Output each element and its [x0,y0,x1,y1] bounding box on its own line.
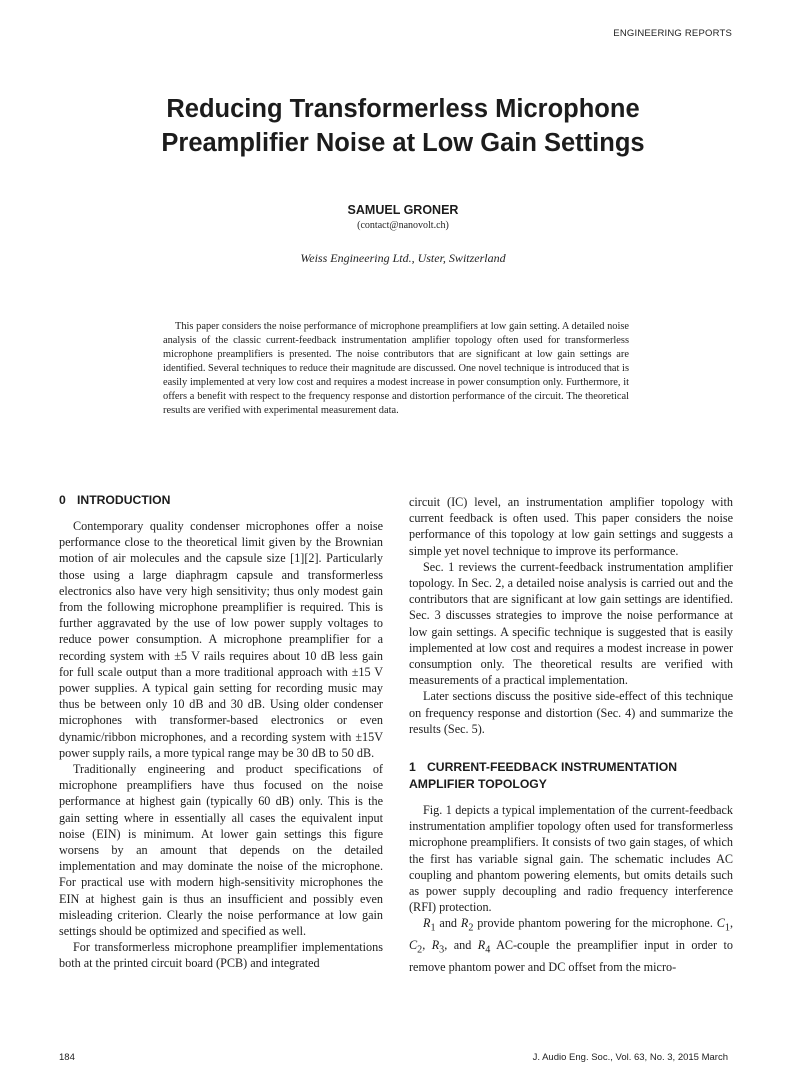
symbol-r4: R [477,938,486,953]
paper-title [0,92,806,160]
author-email: (contact@nanovolt.ch) [357,220,449,231]
journal-citation: J. Audio Eng. Soc., Vol. 63, No. 3, 2015 March [532,1052,728,1063]
section-0-title: INTRODUCTION [77,493,171,507]
section-0-heading [59,492,383,509]
abstract: This paper considers the noise performance of microphone preamplifiers at low gain setting. A detailed noise analysis of the classic current-feedback instrumentation amplifier topology often used for transformerless microphone preamplifiers is presented. The noise contributors that are significant at low gain settings are identified. Several techniques to reduce their magnitude are discussed. One novel technique is introduced that is easily implemented at very low cost and requires a modest increase in power consumption only. Furthermore, it offers a benefit with respect to the frequency response and distortion performance of the circuit. The theoretical results are verified with experimental measurement data. [163,321,629,416]
symbol-r2-subscript: 2 [468,922,474,934]
section-1-title-line-1: CURRENT-FEEDBACK INSTRUMENTATION [427,760,678,775]
word-and: and [439,916,458,931]
section-0-number: 0 [59,493,66,507]
section-0-paragraph-4: Sec. 1 reviews the current-feedback instrumentation amplifier topology. In Sec. 2, a detailed noise analysis is carried out and the contributors that are significant at low gain settings are identified. Sec. 3 discusses strategies to improve the noise performance at low gain settings. A specific technique is suggested that is easily implemented at low cost and requires a modest increase in power consumption only. The theoretical results are verified with measurements of a practical implementation. [409,559,733,688]
section-0-paragraph-5: Later sections discuss the positive side-effect of this technique on frequency response and distortion (Sec. 4) and summarize the results (Sec. 5). [409,689,733,736]
right-column [409,494,733,975]
section-1-paragraph-2-text-a: provide phantom powering for the microphone. [477,916,713,931]
symbol-r3-subscript: 3 [439,944,445,956]
word-and-2: and [453,938,472,953]
section-1-paragraph-2: $R_1$ and $R_2$ provide phantom powering for the microphone. $C_1$, $C_2$, $R_3$, and $R_4$ AC-couple the preamplifier input in order to remove phantom power and DC offset from the micro- [409,916,734,974]
section-1-paragraph-2-text-b: AC-couple the preamplifier input in order to remove phantom power and DC offset from the micro- [409,938,733,974]
symbol-c1-subscript: 1 [724,922,730,934]
section-0-paragraph-1: Contemporary quality condenser microphones offer a noise performance close to the theoretical limit given by the Brownian motion of air molecules and the capsule size [1][2]. Particularly those using a large diaphragm capsule and transformerless electronics also have very high sensitivity; thus only modest gain from the following microphone preamplifier is required. This is further aggravated by the use of low power supply voltages to reduce power consumption. A microphone preamplifier for a recording system with ±5 V rails requires about 10 dB less gain for full scale output than a more traditional approach with ±15 V power supplies. A typical gain setting for recording music may thus be between only 10 dB and 30 dB. Using older condenser microphones with transformer-based electronics or even dynamic/ribbon microphones, and a recording system with ±15V power supply rails, a more typical range may be 30 dB to 50 dB. [59,519,383,760]
section-1-heading [409,759,733,793]
author-affiliation: Weiss Engineering Ltd., Uster, Switzerland [300,251,506,265]
symbol-c1: C [716,916,725,931]
symbol-r3: R [431,938,440,953]
section-0-paragraph-2: Traditionally engineering and product specifications of microphone preamplifiers have thus focused on the noise performance at highest gain (typically 60 dB) only. This is the gain setting where in essentially all cases the equivalent input noise (EIN) is minimum. At lower gain settings this figure worsens by an amount that depends on the detailed implementation and may dominate the noise of the microphone. For practical use with modern high-sensitivity microphones the EIN at highest gain is thus an insufficient and possibly even misleading criterion. Clearly the noise performance at low gain settings should be optimized and specified as well. [59,762,383,939]
symbol-r2: R [460,916,469,931]
running-head: ENGINEERING REPORTS [613,28,732,39]
symbol-c2-subscript: 2 [417,944,423,956]
symbol-r1: R [423,916,431,931]
section-1-title-line-2: AMPLIFIER TOPOLOGY [409,777,547,792]
section-0-paragraph-3: For transformerless microphone preamplifier implementations both at the printed circuit board (PCB) and integrated [59,940,383,971]
page-number: 184 [59,1052,75,1063]
symbol-r1-subscript: 1 [430,922,436,934]
paper-title-line-1: Reducing Transformerless Microphone [166,95,640,123]
author-name: SAMUEL GRONER [347,203,459,217]
symbol-c2: C [409,938,418,953]
section-0-paragraph-3-continued: circuit (IC) level, an instrumentation amplifier topology with current feedback is often used. This paper considers the noise performance of this topology at low gain settings and suggests a simple yet novel technique to improve its performance. [409,495,733,558]
section-1-number: 1 [409,760,416,775]
left-column [59,492,383,972]
section-1-paragraph-1: Fig. 1 depicts a typical implementation of the current-feedback instrumentation amplifier topology often used for transformerless microphone preamplifiers. It consists of two gain stages, of which the first has variable signal gain. The schematic includes AC coupling and phantom powering elements, but omits details such as power supply decoupling and radio frequency interference (RFI) protection. [409,803,733,915]
symbol-r4-subscript: 4 [485,944,491,956]
paper-title-line-2: Preamplifier Noise at Low Gain Settings [161,129,645,157]
